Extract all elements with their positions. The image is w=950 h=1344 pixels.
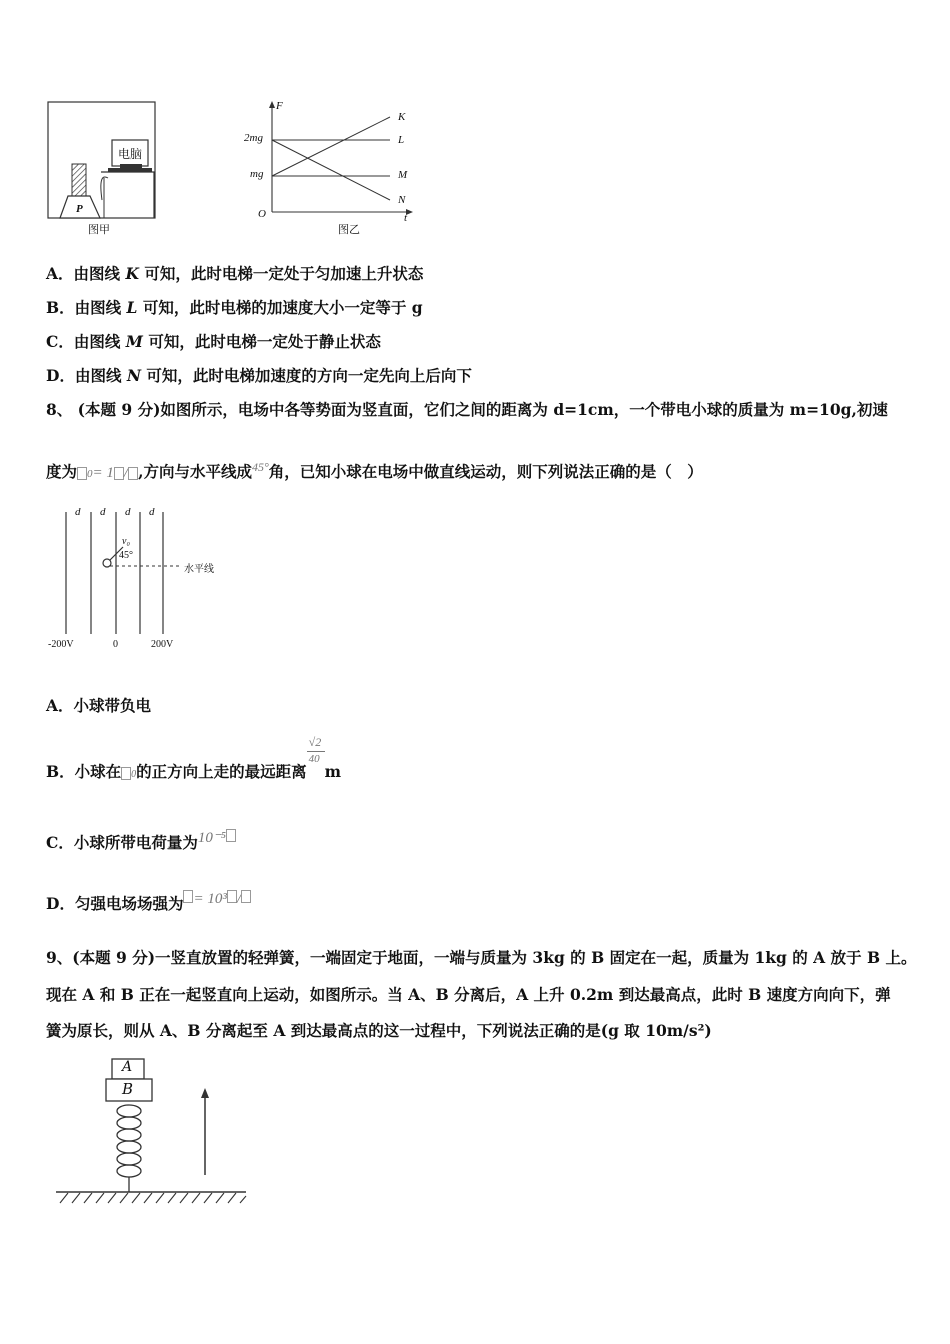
angle-label: 45° <box>119 550 133 561</box>
q7-option-d: D．由图线 N 可知，此时电梯加速度的方向一定先向上后向下 <box>46 366 472 385</box>
q8-option-a: A．小球带负电 <box>46 696 152 715</box>
figure-yi <box>240 100 420 240</box>
figure-yi-caption: 图乙 <box>338 224 360 236</box>
d-label-1: d <box>75 506 81 518</box>
q8-option-b: B．小球在 0的正方向上走的最远距离 $\frac{√2}{40}$ m <box>46 735 342 781</box>
q8-option-d: D．匀强电场场强为 = 10³ / <box>46 890 251 914</box>
figure-q9 <box>50 1055 250 1210</box>
line-L-label: L <box>398 134 405 146</box>
q9-stem-line1: 9、(本题 9 分)一竖直放置的轻弹簧，一端固定于地面，一端与质量为 3kg 的 B 固定在一起，质量为 1kg 的 A 放于 B 上。 <box>46 948 917 967</box>
q9-stem-line2: 现在 A 和 B 正在一起竖直向上运动，如图所示。当 A、B 分离后，A 上升 0.2m 到达最高点，此时 B 速度方向向下，弹 <box>46 985 891 1004</box>
v0-label: v₀ <box>122 536 130 547</box>
y-axis-label: F <box>276 100 283 112</box>
q8-stem-line2: 度为 0= 1 / ,方向与水平线成$^{45^\circ}$角，已知小球在电场中做直线运动，则下列说法正确的是（ ） <box>46 460 703 481</box>
figure-q8 <box>46 506 236 656</box>
line-K <box>272 117 390 176</box>
block-a-label: A <box>122 1059 133 1075</box>
figure-yi-graph <box>240 100 420 240</box>
figure-jia <box>46 100 161 240</box>
d-label-3: d <box>125 506 131 518</box>
line-K-label: K <box>398 111 406 123</box>
line-M-label: M <box>398 169 408 181</box>
potential-minus200: -200V <box>48 639 74 650</box>
scale-label: P <box>76 203 83 215</box>
x-axis-label: t <box>404 212 408 224</box>
figure-q9-drawing <box>50 1055 250 1210</box>
q8-option-c: C．小球所带电荷量为10⁻⁵ <box>46 828 236 853</box>
block-b-label: B <box>122 1080 134 1098</box>
q9-stem-line3: 簧为原长，则从 A、B 分离起至 A 到达最高点的这一过程中，下列说法正确的是(g 取 10m/s²) <box>46 1021 712 1040</box>
figure-jia-drawing <box>46 100 161 240</box>
figure-jia-caption: 图甲 <box>88 224 110 236</box>
tick-mg: mg <box>250 168 264 180</box>
q7-option-c: C．由图线 M 可知，此时电梯一定处于静止状态 <box>46 332 381 351</box>
potential-0: 0 <box>113 639 118 650</box>
origin-label: O <box>258 208 266 220</box>
potential-200: 200V <box>151 639 174 650</box>
d-label-4: d <box>149 506 155 518</box>
computer-label: 电脑 <box>118 147 143 161</box>
d-label-2: d <box>100 506 106 518</box>
line-N-label: N <box>398 194 406 206</box>
figure-q8-drawing <box>46 506 236 656</box>
q7-option-a: A．由图线 K 可知，此时电梯一定处于匀加速上升状态 <box>46 264 424 283</box>
tick-2mg: 2mg <box>244 132 263 144</box>
q8-stem-line1: 8、 (本题 9 分)如图所示，电场中各等势面为竖直面，它们之间的距离为 d=1cm，一个带电小球的质量为 m=10g,初速 <box>46 400 888 419</box>
line-N <box>272 140 390 200</box>
horizontal-label: 水平线 <box>184 564 214 575</box>
q7-option-b: B．由图线 L 可知，此时电梯的加速度大小一定等于 g <box>46 298 423 317</box>
